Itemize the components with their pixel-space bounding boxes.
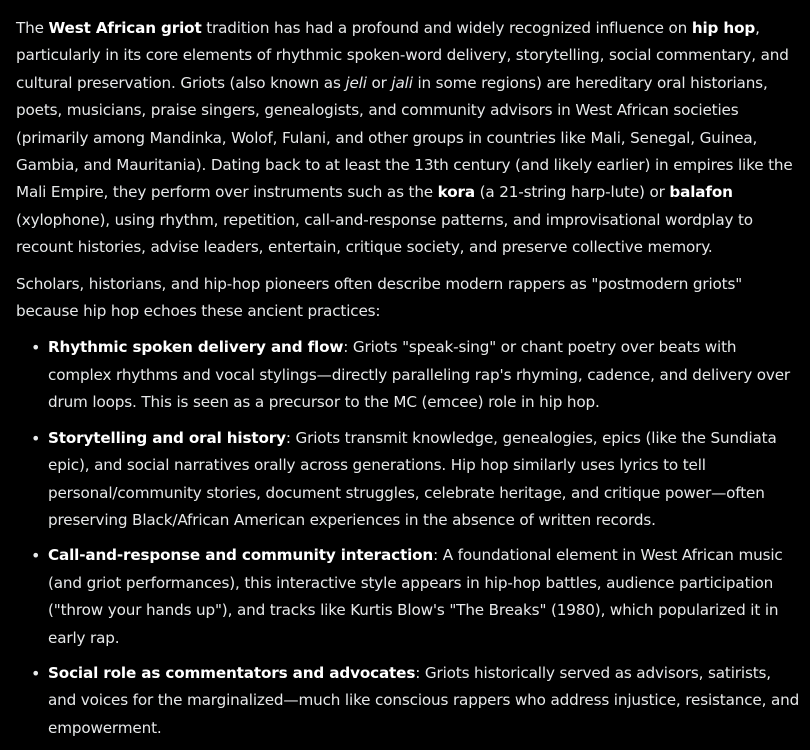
bullet-icon: • <box>31 428 41 448</box>
intro-italic-jeli: jeli <box>345 73 367 92</box>
practices-list <box>16 334 801 742</box>
intro-bold-balafon: balafon <box>669 183 733 202</box>
intro-bold-kora: kora <box>437 183 475 202</box>
intro-text: , particularly in its core elements of rhythmic spoken-word delivery, storytelling, social commentary, and cultural preservation. Griots (also known as <box>16 19 789 92</box>
bullet-icon: • <box>31 663 41 683</box>
list-item-text: : Griots "speak-sing" or chant poetry over beats with complex rhythms and vocal stylings—directly paralleling rap's rhyming, cadence, and delivery over drum loops. This is seen as a precursor to the MC (emcee) role in hip hop. <box>48 338 790 412</box>
list-item-text: : A foundational element in West African music (and griot performances), this interactive style appears in hip-hop battles, audience participation ("throw your hands up"), and tracks like Kurtis Blow's "The Breaks" (1980), which popularized it in early rap. <box>48 546 783 647</box>
intro-bold-griot: West African griot <box>48 19 202 37</box>
response-text <box>16 15 801 750</box>
intro-bold-hiphop: hip hop <box>691 19 756 37</box>
intro-italic-jali: jali <box>391 73 413 92</box>
list-item <box>16 334 801 416</box>
intro-text: in some regions) are hereditary oral historians, poets, musicians, praise singers, genealogists, and community advisors in West African societies (primarily among Mandinka, Wolof, Fulani, and other groups in countries like Mali, Senegal, Guinea, Gambia, and Mauritania). Dating back to at least the 13th century (and likely earlier) in empires like the Mali Empire, they perform over instruments such as the <box>16 73 793 202</box>
list-item <box>16 542 801 652</box>
list-item-title: Storytelling and oral history <box>48 428 286 447</box>
bullet-icon: • <box>31 338 41 358</box>
list-item-title: Social role as commentators and advocates <box>48 663 416 682</box>
list-item-text: : Griots historically served as advisors, satirists, and voices for the marginalized—much like conscious rappers who address injustice, resistance, and empowerment. <box>48 663 800 737</box>
intro-text: or <box>366 73 392 92</box>
intro-paragraph <box>16 15 801 262</box>
list-item-title: Rhythmic spoken delivery and flow <box>48 338 344 357</box>
intro-text: (xylophone), using rhythm, repetition, call-and-response patterns, and improvisational wordplay to recount histories, advise leaders, entertain, critique society, and preserve collective memory. <box>16 210 753 257</box>
intro-text: The <box>16 19 49 37</box>
list-item-text: : Griots transmit knowledge, genealogies, epics (like the Sundiata epic), and social narratives orally across generations. Hip hop similarly uses lyrics to tell personal/community stories, document struggles, celebrate heritage, and critique power—often preserving Black/African American experiences in the absence of written records. <box>48 428 777 529</box>
lead-in-paragraph: Scholars, historians, and hip-hop pioneers often describe modern rappers as "postmodern griots" because hip hop echoes these ancient practices: <box>16 274 743 321</box>
list-item-title: Call-and-response and community interaction <box>48 546 434 565</box>
list-item <box>16 425 801 535</box>
list-item <box>16 660 801 742</box>
bullet-icon: • <box>31 546 41 566</box>
intro-text: tradition has had a profound and widely recognized influence on <box>201 19 692 37</box>
intro-text: (a 21-string harp-lute) or <box>474 183 670 202</box>
